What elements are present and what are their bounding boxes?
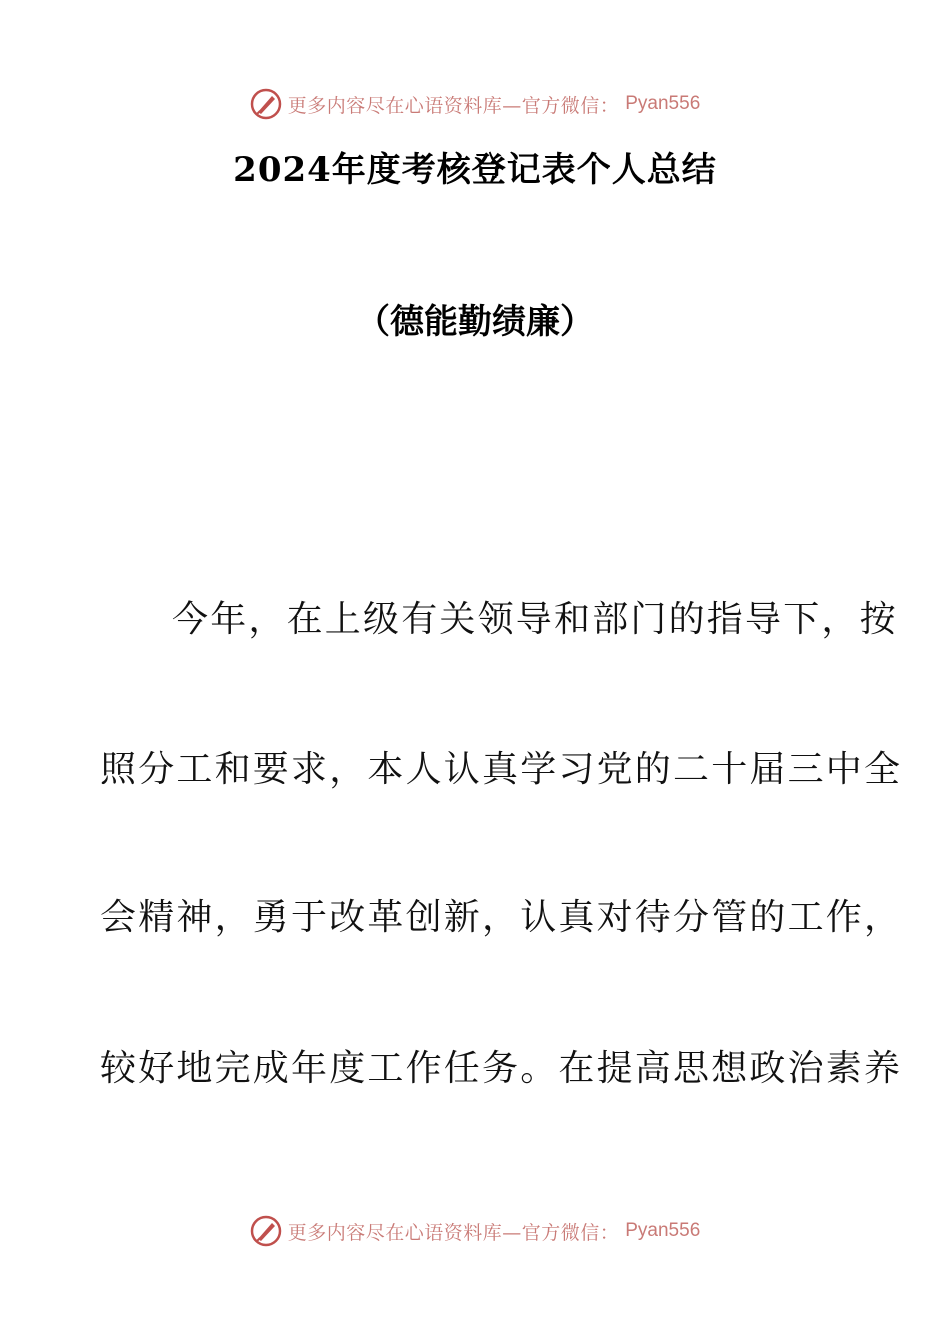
footer-watermark [0,1211,950,1251]
quill-logo-icon [250,1215,282,1247]
body-line-1: 今年，在上级有关领导和部门的指导下，按 [172,599,898,640]
watermark-wechat-id: Pyan556 [625,1220,701,1241]
quill-logo-icon [250,88,282,120]
watermark-text: 更多内容尽在心语资料库—官方微信： [287,1221,620,1244]
document-title: 2024年度考核登记表个人总结 [233,150,717,190]
header-watermark [0,84,950,124]
document-subtitle: （德能勤绩廉） [356,302,594,342]
watermark-wechat-id: Pyan556 [625,93,701,114]
body-line-2: 照分工和要求，本人认真学习党的二十届三中全 [100,749,903,790]
watermark-group [250,1215,701,1247]
watermark-text: 更多内容尽在心语资料库—官方微信： [287,94,620,117]
watermark-group [250,88,701,120]
body-line-4: 较好地完成年度工作任务。在提高思想政治素养 [100,1048,903,1089]
body-line-3: 会精神，勇于改革创新，认真对待分管的工作， [100,897,903,938]
